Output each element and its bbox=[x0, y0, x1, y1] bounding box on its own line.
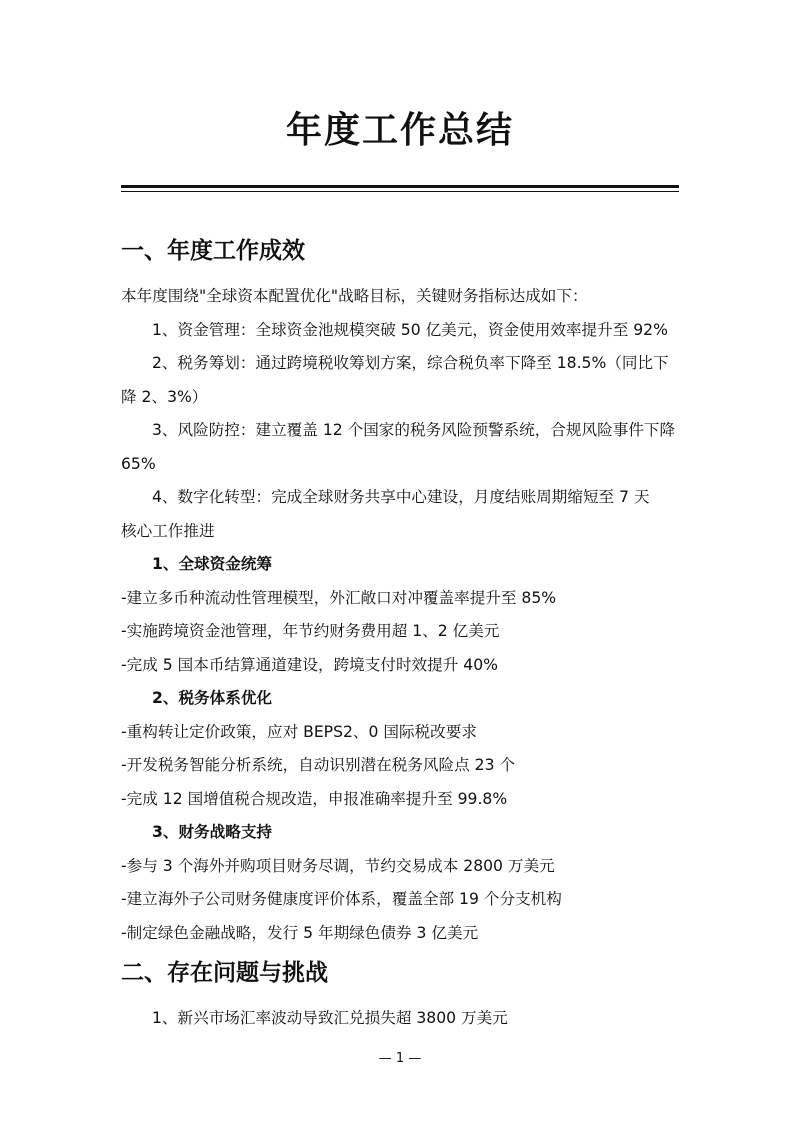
list-item: -参与 3 个海外并购项目财务尽调，节约交易成本 2800 万美元 bbox=[121, 856, 555, 875]
core-work-label: 核心工作推进 bbox=[121, 521, 215, 540]
title-divider-thick bbox=[121, 185, 679, 188]
list-item: -实施跨境资金池管理，年节约财务费用超 1、2 亿美元 bbox=[121, 622, 500, 640]
title-divider-thin bbox=[121, 191, 679, 192]
list-item: -建立海外子公司财务健康度评价体系，覆盖全部 19 个分支机构 bbox=[121, 890, 562, 908]
list-item: -开发税务智能分析系统，自动识别潜在税务风险点 23 个 bbox=[121, 756, 516, 774]
page-number: — 1 — bbox=[378, 1051, 422, 1066]
challenge-item: 1、新兴市场汇率波动导致汇兑损失超 3800 万美元 bbox=[152, 1009, 508, 1027]
achievement-item: 3、风险防控：建立覆盖 12 个国家的税务风险预警系统，合规风险事件下降 65% bbox=[121, 421, 676, 473]
list-item: -重构转让定价政策，应对 BEPS2、0 国际税改要求 bbox=[121, 722, 477, 741]
subsection-heading-strategy: 3、财务战略支持 bbox=[152, 823, 273, 841]
list-item: -制定绿色金融战略，发行 5 年期绿色债券 3 亿美元 bbox=[121, 923, 479, 942]
subsection-heading-capital: 1、全球资金统筹 bbox=[152, 555, 273, 573]
section-heading-challenges: 二、存在问题与挑战 bbox=[121, 960, 328, 986]
section-intro: 本年度围绕"全球资本配置优化"战略目标，关键财务指标达成如下： bbox=[121, 287, 588, 305]
list-item: -建立多币种流动性管理模型，外汇敞口对冲覆盖率提升至 85% bbox=[121, 588, 557, 607]
document-body bbox=[121, 234, 683, 1036]
subsection-heading-tax: 2、税务体系优化 bbox=[152, 689, 273, 707]
achievement-item: 1、资金管理：全球资金池规模突破 50 亿美元，资金使用效率提升至 92% bbox=[152, 320, 668, 339]
achievement-item: 2、税务筹划：通过跨境税收筹划方案，综合税负率下降至 18.5%（同比下降 2、3%） bbox=[121, 354, 669, 406]
achievement-item: 4、数字化转型：完成全球财务共享中心建设，月度结账周期缩短至 7 天 bbox=[152, 488, 650, 506]
list-item: -完成 12 国增值税合规改造，申报准确率提升至 99.8% bbox=[121, 789, 508, 808]
list-item: -完成 5 国本币结算通道建设，跨境支付时效提升 40% bbox=[121, 655, 498, 674]
document-title: 年度工作总结 bbox=[285, 110, 514, 151]
section-heading-achievements: 一、年度工作成效 bbox=[121, 238, 305, 264]
